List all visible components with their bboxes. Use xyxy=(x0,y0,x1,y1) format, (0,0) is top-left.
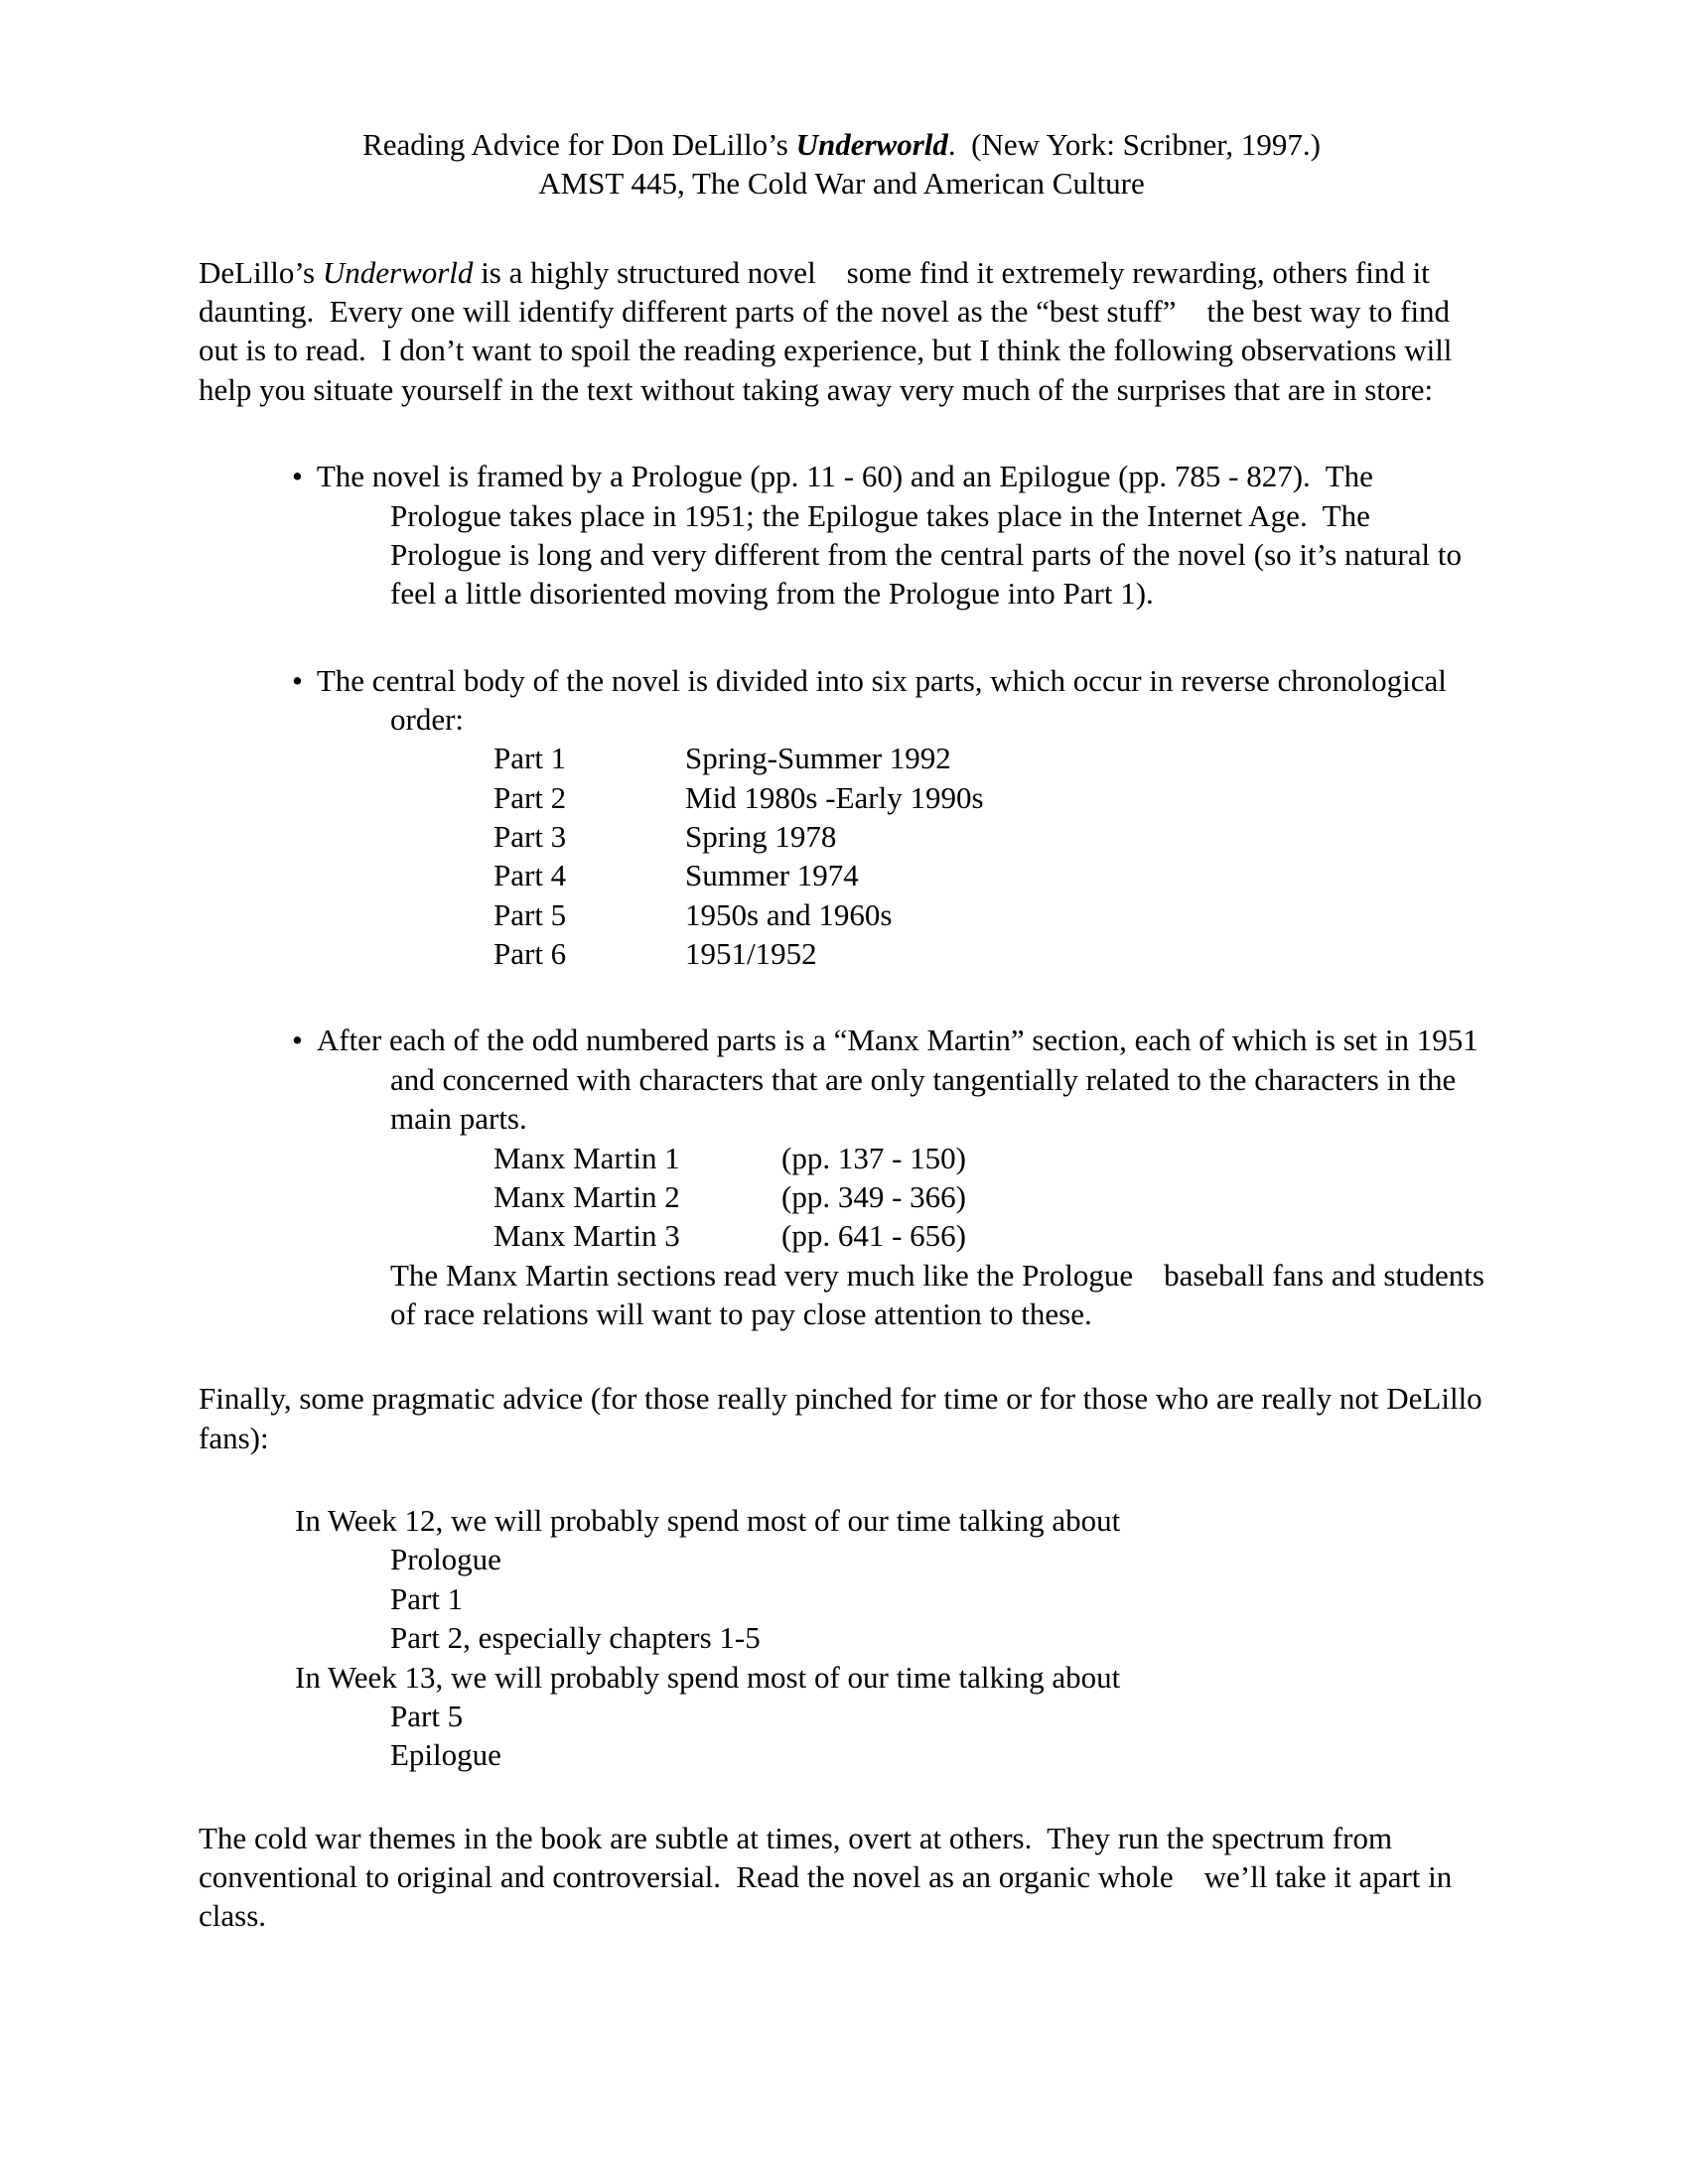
manx-sections-list xyxy=(493,1139,1484,1256)
pragmatic-advice-paragraph: Finally, some pragmatic advice (for those really pinched for time or for those who are really not DeLillo fans): xyxy=(199,1381,1490,1455)
part-dates: 1951/1952 xyxy=(685,936,817,972)
bullet-manx-text: After each of the odd numbered parts is a “Manx Martin” section, each of which is set in 1951 and concerned with characters that are only tangentially related to the characters in the main parts. xyxy=(316,1023,1486,1137)
manx-label: Manx Martin 2 xyxy=(493,1178,680,1214)
bullet-marker: • xyxy=(292,662,303,698)
document-title xyxy=(199,125,1484,164)
part-label: Part 5 xyxy=(493,896,567,932)
part-dates: Mid 1980s -Early 1990s xyxy=(685,779,984,815)
part-row xyxy=(493,817,1484,856)
part-label: Part 1 xyxy=(493,741,567,776)
manx-pages: (pp. 137 - 150) xyxy=(781,1140,966,1175)
part-dates: Spring 1978 xyxy=(685,819,837,855)
intro-paragraph xyxy=(199,253,1484,409)
intro-text-post: is a highly structured novel some find it extremely rewarding, others find it daunting. Every one will identify different parts of the novel as the “best stuff” the best way to find out is to read. I don’t want to spoil the reading experience, but I think the following observations will help you situate yourself in the text without taking away very much of the surprises that are in store: xyxy=(199,254,1461,407)
book-title-italic: Underworld xyxy=(322,254,474,290)
title-text: Reading Advice for Don DeLillo’s xyxy=(362,127,796,162)
bullet-structure xyxy=(199,661,1484,740)
part-row xyxy=(493,856,1484,894)
part-label: Part 4 xyxy=(493,858,567,893)
intro-text-pre: DeLillo’s xyxy=(199,254,323,290)
manx-row xyxy=(493,1177,1484,1216)
manx-pages: (pp. 641 - 656) xyxy=(781,1218,966,1254)
part-row xyxy=(493,778,1484,817)
part-label: Part 3 xyxy=(493,819,567,855)
week12-item: Part 2, especially chapters 1-5 xyxy=(390,1620,761,1656)
manx-label: Manx Martin 3 xyxy=(493,1218,680,1254)
manx-row xyxy=(493,1216,1484,1255)
week12-item: Prologue xyxy=(390,1542,501,1577)
closing-paragraph: The cold war themes in the book are subtle at times, overt at others. They run the spectrum from conventional to original and controversial. Read the novel as an organic whole we’ll take it apart in class. xyxy=(199,1820,1461,1934)
part-row xyxy=(493,739,1484,777)
week12-intro: In Week 12, we will probably spend most of our time talking about xyxy=(295,1503,1121,1539)
title-citation: . (New York: Scribner, 1997.) xyxy=(947,127,1321,162)
document-header xyxy=(199,125,1484,204)
bullet-structure-text: The central body of the novel is divided into six parts, which occur in reverse chronological order: xyxy=(316,662,1455,737)
course-subtitle: AMST 445, The Cold War and American Culture xyxy=(538,166,1145,202)
bullet-marker: • xyxy=(292,1023,303,1058)
part-dates: Spring-Summer 1992 xyxy=(685,741,951,776)
part-dates: Summer 1974 xyxy=(685,858,859,893)
part-row xyxy=(493,895,1484,934)
book-title-bold-italic: Underworld xyxy=(795,127,948,162)
weekly-plan xyxy=(199,1501,1484,1775)
manx-note: The Manx Martin sections read very much like the Prologue baseball fans and students of race relations will want to pay close attention to these. xyxy=(390,1257,1492,1331)
bullet-framing-text: The novel is framed by a Prologue (pp. 11 - 60) and an Epilogue (pp. 785 - 827). The Prologue takes place in 1951; the Epilogue takes place in the Internet Age. The Prologue is long and very different from the central parts of the novel (so it’s natural to feel a little disoriented moving from the Prologue into Part 1). xyxy=(316,459,1470,612)
part-dates: 1950s and 1960s xyxy=(685,896,893,932)
part-row xyxy=(493,934,1484,973)
bullet-framing xyxy=(199,457,1484,613)
manx-pages: (pp. 349 - 366) xyxy=(781,1178,966,1214)
bullet-manx xyxy=(199,1021,1484,1138)
week13-item: Part 5 xyxy=(390,1698,464,1733)
week13-intro: In Week 13, we will probably spend most of our time talking about xyxy=(295,1659,1121,1695)
manx-row xyxy=(493,1139,1484,1177)
parts-list xyxy=(493,739,1484,973)
part-label: Part 6 xyxy=(493,936,567,972)
part-label: Part 2 xyxy=(493,779,567,815)
week12-item: Part 1 xyxy=(390,1580,464,1616)
bullet-marker: • xyxy=(292,459,303,494)
week13-item: Epilogue xyxy=(390,1737,501,1773)
manx-label: Manx Martin 1 xyxy=(493,1140,680,1175)
